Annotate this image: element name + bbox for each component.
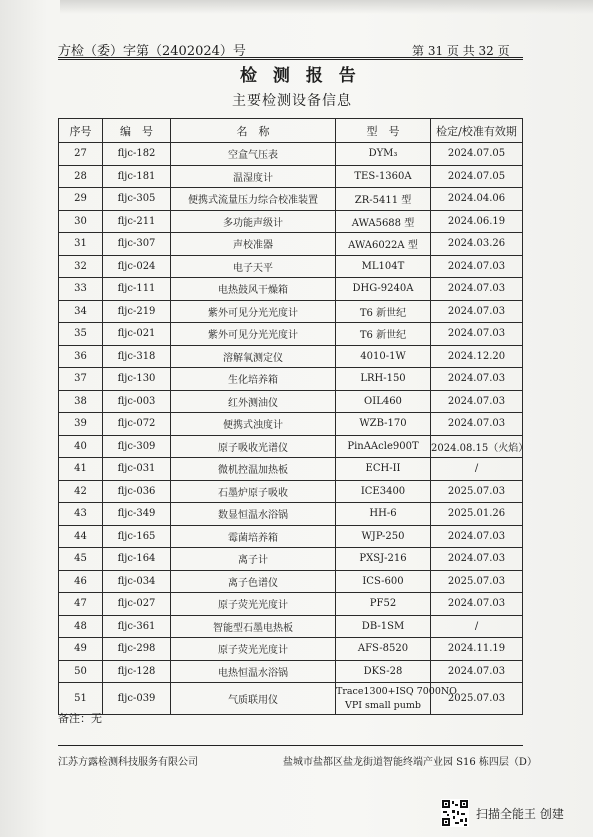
cell-code: fljc-182 [103,143,171,166]
table-row [59,233,523,256]
cell-name: 电子天平 [171,255,336,278]
cell-name: 紫外可见分光光度计 [171,300,336,323]
table-row [59,345,523,368]
cell-name: 多功能声级计 [171,210,336,233]
cell-name: 数显恒温水浴锅 [171,503,336,526]
scan-shadow [60,0,593,14]
notes: 备注：无 [58,712,102,725]
table-row [59,525,523,548]
cell-no: 50 [59,660,103,683]
cell-model: AWA5688 型 [336,210,431,233]
cell-model: ICE3400 [336,480,431,503]
cell-model: DKS-28 [336,660,431,683]
cell-name: 电热鼓风干燥箱 [171,278,336,301]
model-line-1: Trace1300+ISQ 7000NO [336,685,457,697]
table-row [59,143,523,166]
qr-code-icon [441,799,469,827]
table-row [59,435,523,458]
cell-no: 48 [59,615,103,638]
cell-validity: 2024.03.26 [431,233,523,256]
cell-name: 紫外可见分光光度计 [171,323,336,346]
cell-model: ICS-600 [336,570,431,593]
cell-name: 原子荧光光度计 [171,593,336,616]
cell-no: 37 [59,368,103,391]
cell-code: fljc-024 [103,255,171,278]
table-row [59,368,523,391]
cell-model: ECH-II [336,458,431,481]
cell-name: 离子色谱仪 [171,570,336,593]
cell-model: DB-1SM [336,615,431,638]
equipment-table [58,118,529,715]
col-header-code: 编 号 [103,119,171,143]
cell-validity: 2024.07.03 [431,323,523,346]
cell-model: T6 新世纪 [336,323,431,346]
cell-name: 生化培养箱 [171,368,336,391]
cell-validity: 2024.12.20 [431,345,523,368]
company-name: 江苏方露检测科技服务有限公司 [58,757,198,768]
cell-no: 34 [59,300,103,323]
cell-no: 51 [59,683,103,715]
scanner-watermark: 扫描全能王 创建 [476,807,564,821]
cell-name: 石墨炉原子吸收 [171,480,336,503]
cell-name: 原子荧光光度计 [171,638,336,661]
table-row [59,638,523,661]
cell-name: 声校准器 [171,233,336,256]
col-header-validity: 检定/校准有效期 [431,119,523,143]
table-row [59,503,523,526]
cell-model: T6 新世纪 [336,300,431,323]
cell-no: 40 [59,435,103,458]
section-subtitle: 主要检测设备信息 [232,93,352,109]
cell-code: fljc-307 [103,233,171,256]
cell-no: 43 [59,503,103,526]
cell-name: 霉菌培养箱 [171,525,336,548]
cell-code: fljc-211 [103,210,171,233]
table-row [59,458,523,481]
cell-name: 气质联用仪 [171,683,336,715]
table-row [59,660,523,683]
cell-name: 智能型石墨电热板 [171,615,336,638]
cell-model: DYM₃ [336,143,431,166]
table-row [59,615,523,638]
cell-code: fljc-039 [103,683,171,715]
table-row [59,548,523,571]
cell-validity: 2025.01.26 [431,503,523,526]
cell-no: 38 [59,390,103,413]
table-row [59,255,523,278]
footer-rule [58,745,523,746]
cell-model: DHG-9240A [336,278,431,301]
cell-no: 36 [59,345,103,368]
cell-model: ML104T [336,255,431,278]
col-header-no: 序号 [59,119,103,143]
cell-code: fljc-164 [103,548,171,571]
cell-name: 溶解氧测定仪 [171,345,336,368]
cell-model: TES-1360A [336,165,431,188]
cell-validity: 2025.07.03 [431,480,523,503]
cell-validity: 2024.07.03 [431,255,523,278]
cell-validity: 2024.11.19 [431,638,523,661]
cell-validity: 2024.07.03 [431,300,523,323]
table-row [59,593,523,616]
cell-no: 28 [59,165,103,188]
table-row [59,570,523,593]
cell-code: fljc-349 [103,503,171,526]
cell-validity: / [431,458,523,481]
table-row [59,390,523,413]
cell-model: OIL460 [336,390,431,413]
cell-validity: 2024.07.05 [431,143,523,166]
cell-model: PinAAcle900T [336,435,431,458]
cell-model: HH-6 [336,503,431,526]
table-row [59,188,523,211]
cell-code: fljc-165 [103,525,171,548]
cell-no: 30 [59,210,103,233]
cell-validity: 2025.07.03 [431,683,523,715]
cell-no: 39 [59,413,103,436]
cell-no: 33 [59,278,103,301]
cell-no: 41 [59,458,103,481]
page-info: 第 31 页 共 32 页 [412,44,510,58]
cell-no: 29 [59,188,103,211]
cell-code: fljc-111 [103,278,171,301]
table-row [59,480,523,503]
cell-code: fljc-305 [103,188,171,211]
col-header-model: 型 号 [336,119,431,143]
cell-name: 原子吸收光谱仪 [171,435,336,458]
cell-code: fljc-021 [103,323,171,346]
cell-code: fljc-181 [103,165,171,188]
table-row [59,300,523,323]
cell-code: fljc-034 [103,570,171,593]
table-row [59,683,523,715]
cell-name: 电热恒温水浴锅 [171,660,336,683]
cell-model: ZR-5411 型 [336,188,431,211]
table-row [59,210,523,233]
cell-no: 32 [59,255,103,278]
table-row [59,323,523,346]
header-rule-thin [58,59,523,60]
cell-validity: 2024.06.19 [431,210,523,233]
header-rule [58,57,523,58]
cell-validity: 2024.07.03 [431,525,523,548]
cell-model [336,683,457,715]
cell-code: fljc-219 [103,300,171,323]
cell-model: LRH-150 [336,368,431,391]
cell-validity: 2024.07.03 [431,278,523,301]
col-header-name: 名 称 [171,119,336,143]
cell-code: fljc-036 [103,480,171,503]
cell-no: 31 [59,233,103,256]
cell-validity: 2024.07.03 [431,593,523,616]
cell-code: fljc-072 [103,413,171,436]
cell-code: fljc-128 [103,660,171,683]
cell-model: AWA6022A 型 [336,233,431,256]
cell-validity: 2024.04.06 [431,188,523,211]
cell-no: 44 [59,525,103,548]
cell-validity: 2024.07.03 [431,413,523,436]
report-number: 方检（委）字第（2402024）号 [58,44,246,59]
cell-name: 微机控温加热板 [171,458,336,481]
cell-no: 49 [59,638,103,661]
cell-name: 离子计 [171,548,336,571]
cell-model: WZB-170 [336,413,431,436]
company-address: 盐城市盐都区盐龙街道智能终端产业园 S16 栋四层（D） [283,757,537,768]
cell-code: fljc-298 [103,638,171,661]
cell-code: fljc-318 [103,345,171,368]
cell-code: fljc-003 [103,390,171,413]
cell-validity: 2024.07.03 [431,390,523,413]
cell-validity: / [431,615,523,638]
cell-validity: 2024.07.05 [431,165,523,188]
cell-name: 红外测油仪 [171,390,336,413]
cell-name: 便携式流量压力综合校准装置 [171,188,336,211]
cell-no: 46 [59,570,103,593]
cell-code: fljc-130 [103,368,171,391]
cell-name: 空盒气压表 [171,143,336,166]
cell-validity: 2024.07.03 [431,660,523,683]
cell-model: AFS-8520 [336,638,431,661]
cell-model: PXSJ-216 [336,548,431,571]
cell-no: 35 [59,323,103,346]
cell-model: PF52 [336,593,431,616]
cell-model: WJP-250 [336,525,431,548]
table-header-row [59,119,523,143]
page-title: 检 测 报 告 [240,66,361,86]
cell-no: 47 [59,593,103,616]
cell-validity: 2025.07.03 [431,570,523,593]
cell-no: 45 [59,548,103,571]
table-row [59,278,523,301]
cell-name: 便携式浊度计 [171,413,336,436]
cell-validity: 2024.08.15（火焰） [431,435,523,458]
cell-code: fljc-309 [103,435,171,458]
cell-validity: 2024.07.03 [431,548,523,571]
cell-name: 温湿度计 [171,165,336,188]
cell-no: 27 [59,143,103,166]
model-line-2: VPI small pumb [345,699,421,711]
cell-code: fljc-031 [103,458,171,481]
cell-validity: 2024.07.03 [431,368,523,391]
cell-code: fljc-361 [103,615,171,638]
cell-no: 42 [59,480,103,503]
cell-model: 4010-1W [336,345,431,368]
table-row [59,165,523,188]
cell-code: fljc-027 [103,593,171,616]
table-row [59,413,523,436]
